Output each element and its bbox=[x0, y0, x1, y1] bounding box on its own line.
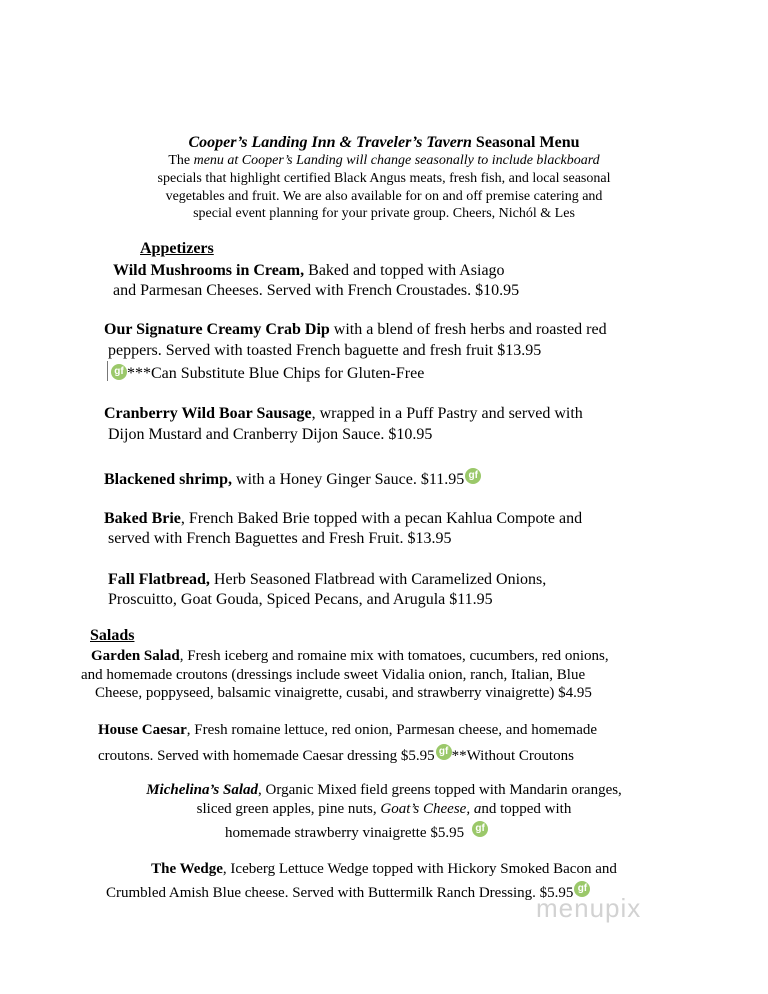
appetizers-heading: Appetizers bbox=[140, 240, 214, 257]
caesar-desc-2: croutons. Served with homemade Caesar dressing $5.95 bbox=[98, 748, 435, 764]
shrimp-desc-1: with a Honey Ginger Sauce. $11.95 bbox=[232, 471, 465, 488]
flatbread-name: Fall Flatbread, bbox=[108, 571, 210, 588]
crab-note-line bbox=[110, 364, 424, 384]
crab-line-2: peppers. Served with toasted French baguette and fresh fruit $13.95 bbox=[108, 342, 542, 359]
mushrooms-name: Wild Mushrooms in Cream, bbox=[113, 262, 305, 279]
intro-the: The bbox=[168, 153, 194, 168]
michelina-desc-2c: nd topped with bbox=[481, 801, 572, 817]
wedge-desc-1: , Iceberg Lettuce Wedge topped with Hickory Smoked Bacon and bbox=[222, 861, 617, 877]
menupix-watermark: menupix bbox=[536, 893, 642, 923]
shrimp-name: Blackened shrimp, bbox=[104, 471, 233, 488]
michelina-line-2 bbox=[0, 799, 768, 820]
intro-line-2: specials that highlight certified Black Angus meats, fresh fish, and local seasonal bbox=[157, 171, 611, 186]
gluten-free-icon: gf bbox=[436, 744, 452, 760]
flatbread-line-2: Proscuitto, Goat Gouda, Spiced Pecans, and Arugula $11.95 bbox=[108, 591, 493, 608]
caesar-name: House Caesar bbox=[98, 722, 187, 738]
caesar-desc-1: , Fresh romaine lettuce, red onion, Parmesan cheese, and homemade bbox=[186, 722, 598, 738]
menu-title bbox=[0, 133, 768, 153]
boar-line-1 bbox=[104, 404, 583, 424]
intro-line-4: special event planning for your private group. Cheers, Nichól & Les bbox=[193, 206, 575, 221]
intro-line-3: vegetables and fruit. We are also available for on and off premise catering and bbox=[165, 189, 603, 204]
crab-note: ***Can Substitute Blue Chips for Gluten-Free bbox=[127, 365, 425, 382]
brie-line-2: served with French Baguettes and Fresh Fruit. $13.95 bbox=[108, 530, 452, 547]
michelina-line-1 bbox=[0, 780, 768, 801]
caesar-line-1 bbox=[98, 721, 597, 740]
wedge-desc-2: Crumbled Amish Blue cheese. Served with Buttermilk Ranch Dressing. $5.95 bbox=[106, 885, 574, 901]
caesar-note: **Without Croutons bbox=[451, 748, 574, 764]
intro-italic: menu at Cooper’s Landing will change seasonally to include blackboard bbox=[193, 153, 600, 168]
wedge-name: The Wedge bbox=[151, 861, 223, 877]
shrimp-line-1 bbox=[104, 468, 481, 490]
crab-desc-1: with a blend of fresh herbs and roasted red bbox=[329, 321, 607, 338]
michelina-desc-2b: , Goat’s Cheese, a bbox=[372, 801, 482, 817]
michelina-desc-2a: sliced green apples, pine nuts bbox=[196, 801, 373, 817]
crab-name: Our Signature Creamy Crab Dip bbox=[104, 321, 330, 338]
garden-line-2: and homemade croutons (dressings include sweet Vidalia onion, ranch, Italian, Blue bbox=[81, 667, 586, 683]
mushrooms-desc-1: Baked and topped with Asiago bbox=[304, 262, 505, 279]
garden-desc-1: , Fresh iceberg and romaine mix with tomatoes, cucumbers, red onions, bbox=[179, 648, 609, 664]
gluten-free-icon: gf bbox=[465, 468, 481, 484]
boar-line-2: Dijon Mustard and Cranberry Dijon Sauce. $10.95 bbox=[108, 426, 433, 443]
brie-name: Baked Brie bbox=[104, 510, 181, 527]
brie-line-1 bbox=[104, 509, 582, 529]
flatbread-desc-1: Herb Seasoned Flatbread with Caramelized Onions, bbox=[209, 571, 547, 588]
wedge-line-2 bbox=[106, 881, 590, 903]
menu-title-suffix: Seasonal Menu bbox=[471, 134, 580, 151]
garden-line-1 bbox=[91, 647, 609, 666]
boar-name: Cranberry Wild Boar Sausage bbox=[104, 405, 312, 422]
michelina-line-3 bbox=[225, 821, 488, 843]
salads-heading: Salads bbox=[90, 627, 135, 644]
intro-line-1 bbox=[0, 152, 768, 170]
gluten-free-icon: gf bbox=[574, 881, 590, 897]
flatbread-line-1 bbox=[108, 570, 546, 590]
crab-line-1 bbox=[104, 320, 607, 340]
caesar-line-2 bbox=[98, 744, 574, 766]
gluten-free-icon: gf bbox=[472, 821, 488, 837]
gluten-free-icon: gf bbox=[111, 364, 127, 380]
michelina-desc-3: homemade strawberry vinaigrette $5.95 bbox=[225, 825, 465, 841]
mushrooms-line-2: and Parmesan Cheeses. Served with French Croustades. $10.95 bbox=[113, 282, 520, 299]
garden-line-3: Cheese, poppyseed, balsamic vinaigrette, cusabi, and strawberry vinaigrette) $4.95 bbox=[95, 685, 592, 701]
text-cursor-bar bbox=[107, 361, 108, 381]
mushrooms-line-1 bbox=[113, 261, 505, 281]
restaurant-name: Cooper’s Landing Inn & Traveler’s Tavern bbox=[188, 134, 472, 151]
boar-desc-1: , wrapped in a Puff Pastry and served with bbox=[311, 405, 583, 422]
michelina-desc-1: , Organic Mixed field greens topped with Mandarin oranges, bbox=[258, 782, 622, 798]
garden-name: Garden Salad bbox=[91, 648, 180, 664]
brie-desc-1: , French Baked Brie topped with a pecan Kahlua Compote and bbox=[180, 510, 583, 527]
michelina-name: Michelina’s Salad bbox=[146, 782, 259, 798]
wedge-line-1 bbox=[0, 859, 768, 880]
